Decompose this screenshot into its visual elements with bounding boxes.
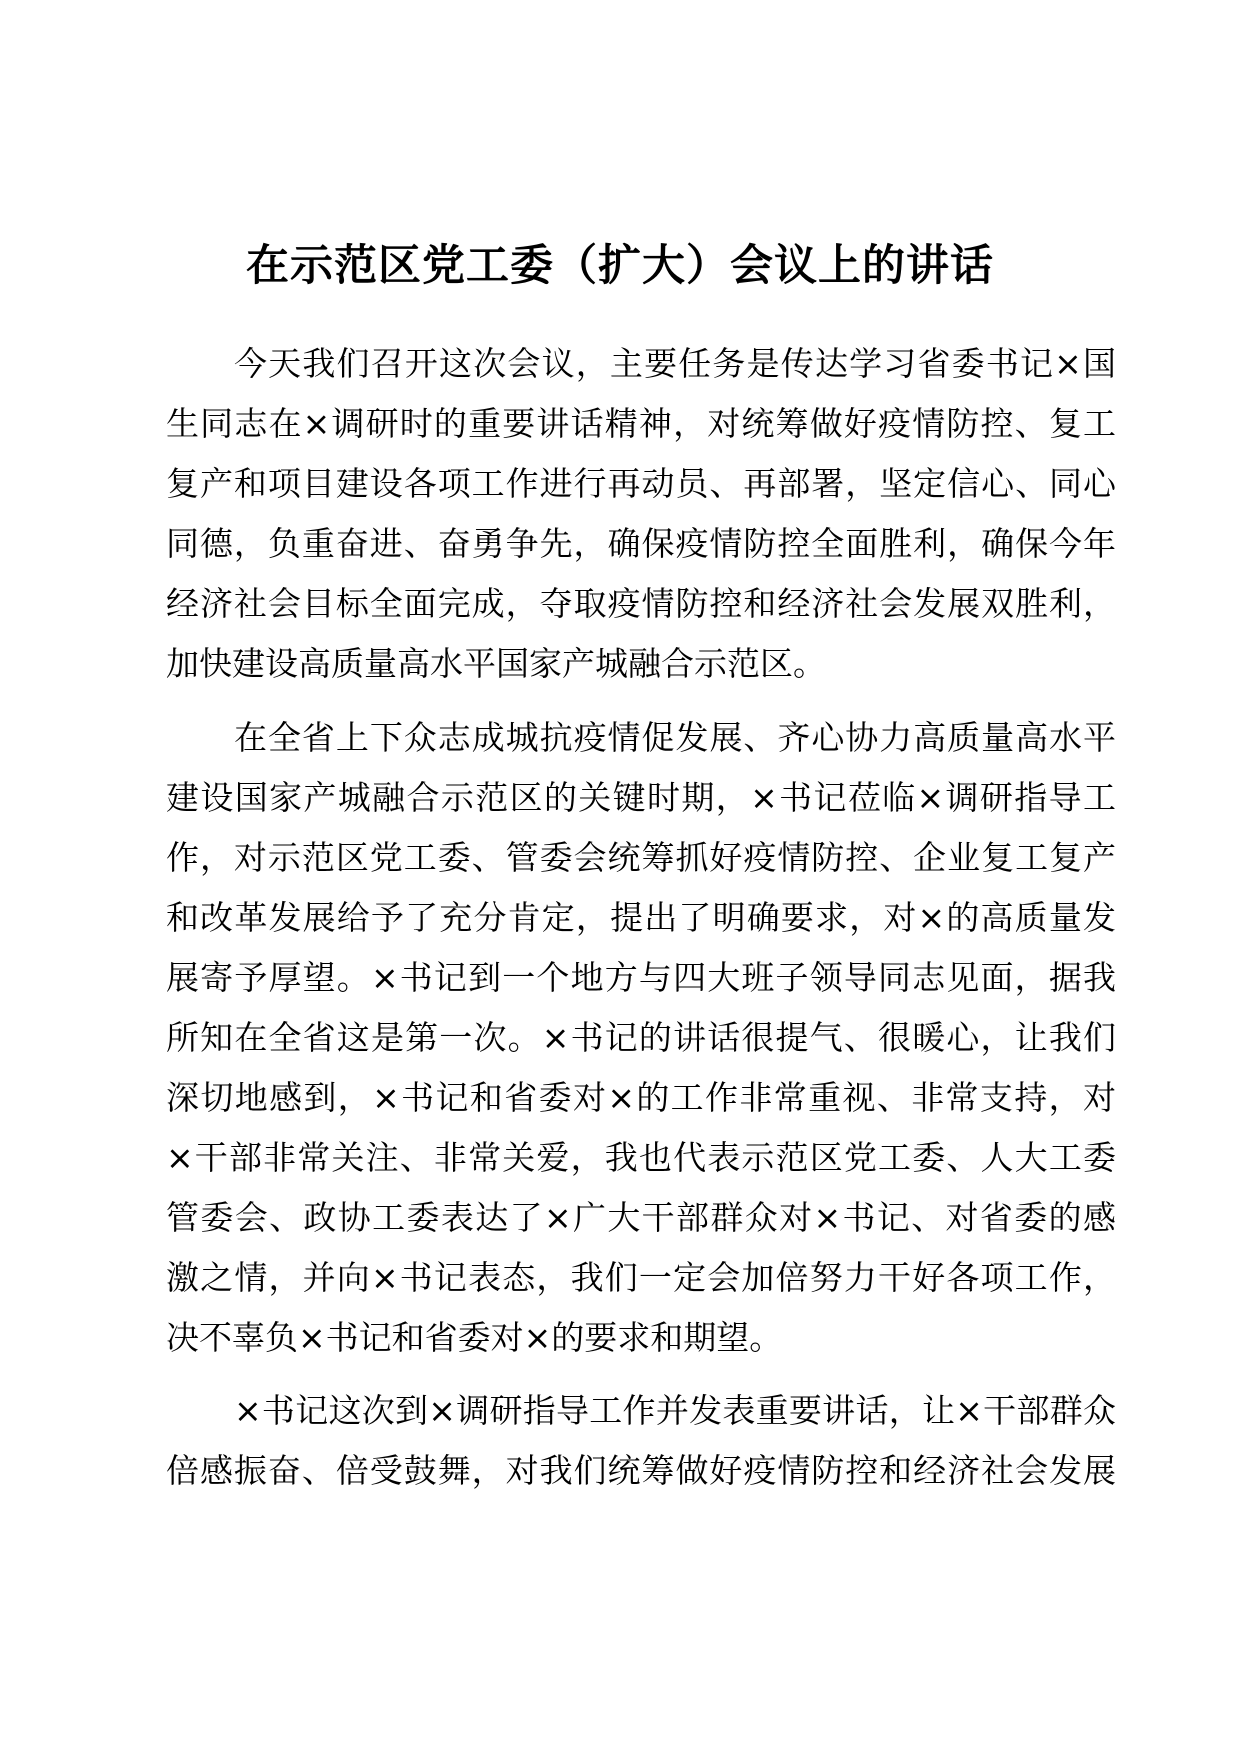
paragraph-line: 加快建设高质量高水平国家产城融合示范区。 [166, 644, 826, 683]
paragraph-line: 所知在全省这是第一次。×书记的讲话很提气、很暖心，让我们 [166, 1018, 1116, 1057]
paragraph-line: 同德，负重奋进、奋勇争先，确保疫情防控全面胜利，确保今年 [166, 524, 1116, 563]
paragraph-line: 展寄予厚望。×书记到一个地方与四大班子领导同志见面，据我 [166, 958, 1116, 997]
paragraph-line: ×干部非常关注、非常关爱，我也代表示范区党工委、人大工委 [166, 1138, 1116, 1177]
paragraph-line: 生同志在×调研时的重要讲话精神，对统筹做好疫情防控、复工 [166, 404, 1116, 443]
paragraph-line: 激之情，并向×书记表态，我们一定会加倍努力干好各项工作， [166, 1258, 1116, 1297]
paragraph-line: 作，对示范区党工委、管委会统筹抓好疫情防控、企业复工复产 [166, 838, 1116, 877]
paragraph-1 [166, 334, 1116, 694]
paragraph-line: 决不辜负×书记和省委对×的要求和期望。 [166, 1318, 783, 1357]
paragraph-line: 在全省上下众志成城抗疫情促发展、齐心协力高质量高水平 [234, 718, 1116, 757]
paragraph-line: 倍感振奋、倍受鼓舞，对我们统筹做好疫情防控和经济社会发展 [166, 1451, 1116, 1490]
paragraph-3 [166, 1381, 1116, 1501]
paragraph-line: 深切地感到，×书记和省委对×的工作非常重视、非常支持，对 [166, 1078, 1116, 1117]
paragraph-line: 今天我们召开这次会议，主要任务是传达学习省委书记×国 [234, 344, 1116, 383]
paragraph-line: 和改革发展给予了充分肯定，提出了明确要求，对×的高质量发 [166, 898, 1116, 937]
paragraph-line: 建设国家产城融合示范区的关键时期，×书记莅临×调研指导工 [166, 778, 1116, 817]
document-title: 在示范区党工委（扩大）会议上的讲话 [246, 241, 994, 291]
paragraph-2 [166, 708, 1116, 1368]
paragraph-line: 管委会、政协工委表达了×广大干部群众对×书记、对省委的感 [166, 1198, 1116, 1237]
paragraph-line: ×书记这次到×调研指导工作并发表重要讲话，让×干部群众 [234, 1391, 1116, 1430]
paragraph-line: 复产和项目建设各项工作进行再动员、再部署，坚定信心、同心 [166, 464, 1116, 503]
paragraph-line: 经济社会目标全面完成，夺取疫情防控和经济社会发展双胜利， [166, 584, 1116, 623]
